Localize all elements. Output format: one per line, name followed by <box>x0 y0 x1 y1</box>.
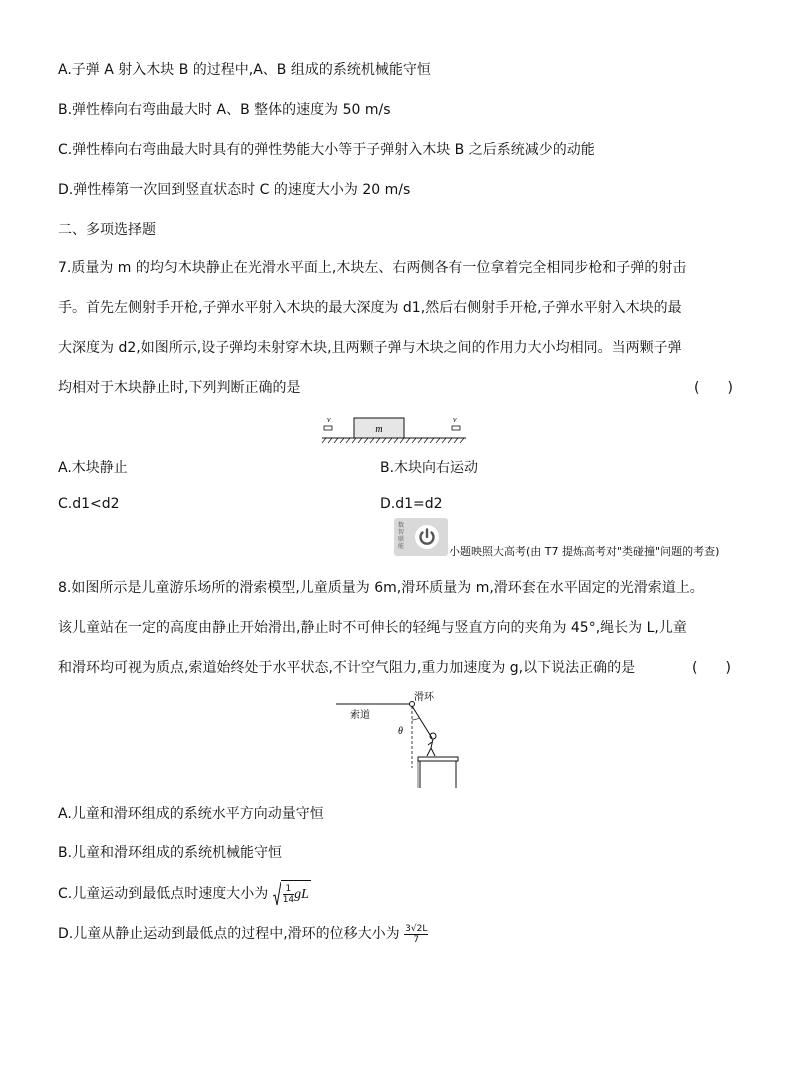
q8-answer-paren: ( ) <box>692 660 731 676</box>
block-mass-label: m <box>375 424 383 435</box>
ring-label: 滑环 <box>414 692 434 703</box>
q7-option-c: C.d1<d2 <box>58 496 120 512</box>
q8-option-c <box>58 880 311 908</box>
rail-label: 索道 <box>350 710 370 721</box>
displacement-numerator: 3√2L <box>405 923 428 934</box>
q7-figure <box>320 412 470 446</box>
q7-stem-line-2: 手。首先左侧射手开枪,子弹水平射入木块的最大深度为 d1,然后右侧射手开枪,子弹水平射入木块的最 <box>58 300 682 316</box>
badge-note: 小题映照大高考(由 T7 提炼高考对"类碰撞"问题的考查) <box>449 545 720 558</box>
q6-option-d: D.弹性棒第一次回到竖直状态时 C 的速度大小为 20 m/s <box>58 182 411 198</box>
q8-option-d <box>58 920 428 948</box>
power-icon <box>414 524 440 550</box>
q6-option-c: C.弹性棒向右弯曲最大时具有的弹性势能大小等于子弹射入木块 B 之后系统减少的动能 <box>58 142 595 158</box>
q7-option-b: B.木块向右运动 <box>380 460 479 476</box>
q8-figure <box>334 690 464 790</box>
q7-option-a: A.木块静止 <box>58 460 128 476</box>
q6-option-b: B.弹性棒向右弯曲最大时 A、B 整体的速度为 50 m/s <box>58 102 391 118</box>
platform <box>418 757 458 761</box>
q8-option-c-text: C.儿童运动到最低点时速度大小为 <box>58 886 269 902</box>
q8-stem-line-3: 和滑环均可视为质点,索道始终处于水平状态,不计空气阻力,重力加速度为 g,以下说法正确的是 <box>58 660 636 676</box>
q7-stem-line-4: 均相对于木块静止时,下列判断正确的是 <box>58 380 301 396</box>
q6-option-a: A.子弹 A 射入木块 B 的过程中,A、B 组成的系统机械能守恒 <box>58 62 431 78</box>
q7-answer-paren: ( ) <box>694 380 733 396</box>
fraction-numerator: 1 <box>283 884 294 895</box>
angle-label: θ <box>398 726 403 737</box>
sqrt-fraction <box>283 884 294 905</box>
displacement-fraction <box>404 924 428 945</box>
q8-option-a: A.儿童和滑环组成的系统水平方向动量守恒 <box>58 806 324 822</box>
q8-option-b: B.儿童和滑环组成的系统机械能守恒 <box>58 845 283 861</box>
badge-tiny-text: 数智联能 <box>398 522 405 550</box>
displacement-denominator: 7 <box>413 934 420 945</box>
sqrt-expression <box>273 880 311 908</box>
section-title: 二、多项选择题 <box>58 222 156 238</box>
sqrt-sign <box>273 881 281 907</box>
left-bullet <box>324 426 332 430</box>
q7-stem-line-1: 7.质量为 m 的均匀木块静止在光滑水平面上,木块左、右两侧各有一位拿着完全相同步枪和子弹的射击 <box>58 260 687 276</box>
q8-stem-line-1: 8.如图所示是儿童游乐场所的滑索模型,儿童质量为 6m,滑环质量为 m,滑环套在水平固定的光滑索道上。 <box>58 580 704 596</box>
q8-option-d-text: D.儿童从静止运动到最低点的过程中,滑环的位移大小为 <box>58 926 400 942</box>
q8-stem-line-2: 该儿童站在一定的高度由静止开始滑出,静止时不可伸长的轻绳与竖直方向的夹角为 45°,绳长为 L,儿童 <box>58 620 687 636</box>
left-velocity-label: v <box>327 415 331 424</box>
fraction-denominator: 14 <box>282 894 295 905</box>
right-velocity-label: v <box>453 415 457 424</box>
sqrt-tail: gL <box>294 887 309 902</box>
q7-option-d: D.d1=d2 <box>380 496 443 512</box>
smart-link-badge[interactable] <box>394 518 448 556</box>
rope <box>412 706 432 738</box>
q7-stem-line-3: 大深度为 d2,如图所示,设子弹均未射穿木块,且两颗子弹与木块之间的作用力大小均相同。当两颗子弹 <box>58 340 682 356</box>
right-bullet <box>452 426 460 430</box>
